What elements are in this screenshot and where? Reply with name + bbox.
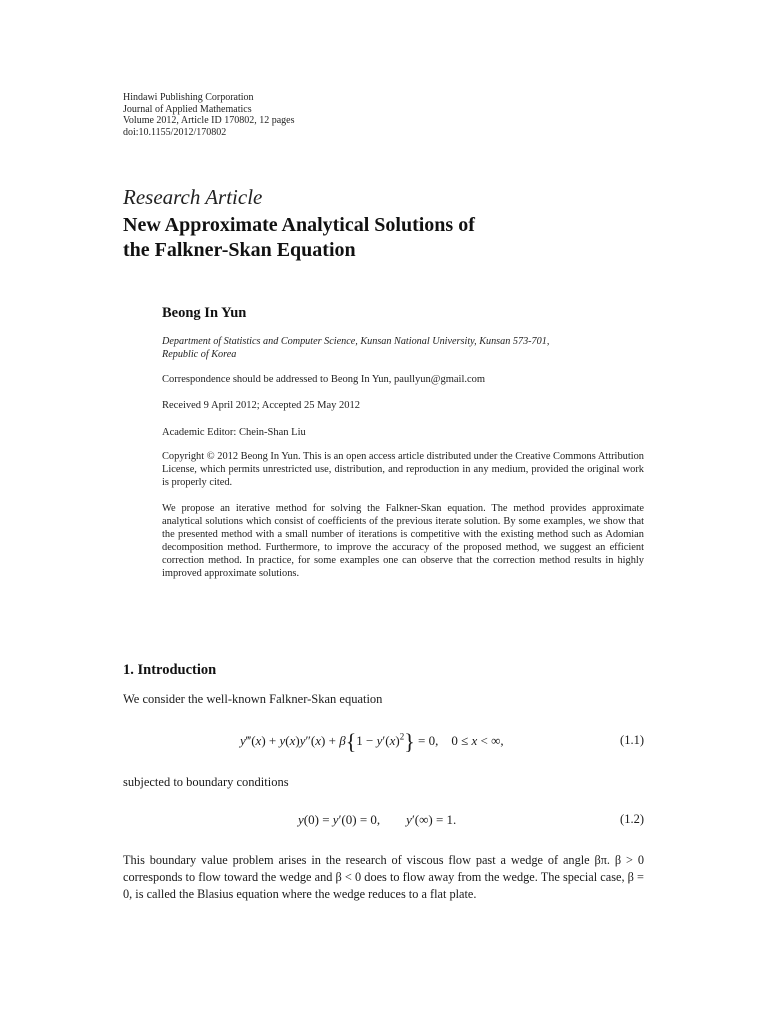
journal-name: Journal of Applied Mathematics <box>123 103 252 115</box>
volume-info: Volume 2012, Article ID 170802, 12 pages <box>123 115 295 126</box>
affiliation-line-1: Department of Statistics and Computer Science, Kunsan National University, Kunsan 573-701, <box>162 336 550 347</box>
title-line-1: New Approximate Analytical Solutions of <box>123 214 475 236</box>
received-dates: Received 9 April 2012; Accepted 25 May 2012 <box>162 400 360 411</box>
doi[interactable]: doi:10.1155/2012/170802 <box>123 126 227 138</box>
academic-editor: Academic Editor: Chein-Shan Liu <box>162 427 306 438</box>
author-name: Beong In Yun <box>162 305 247 321</box>
article-title <box>123 213 475 263</box>
equation-1-2: y(0) = y′(0) = 0, y′(∞) = 1. <box>298 812 457 827</box>
affiliation <box>162 335 549 361</box>
intro-lead: We consider the well-known Falkner-Skan equation <box>123 692 383 706</box>
equation-number: (1.1) <box>620 733 644 747</box>
equation-1-1: y‴(x) + $y(x)y''(x) + \beta\{1 - y'(x)^2\} = 0$, 0 ≤ x < ∞, <box>240 729 504 754</box>
copyright-notice: Copyright © 2012 Beong In Yun. This is an open access article distributed under the Creative Commons Attribution License, which permits unrestricted use, distribution, and reproduction in any medium, provided the original work is properly cited. <box>162 451 644 488</box>
journal-meta <box>123 92 294 138</box>
correspondence <box>162 374 485 385</box>
correspondence-text: Correspondence should be addressed to Beong In Yun, <box>162 374 395 385</box>
intro-closing: This boundary value problem arises in the research of viscous flow past a wedge of angle βπ. β > 0 corresponds to flow toward the wedge and β < 0 does to flow away from the wedge. The special case, β = 0, is called the Blasius equation where the wedge reduces to a flat plate. <box>123 853 644 901</box>
email-link[interactable]: paullyun@gmail.com <box>394 374 486 385</box>
publisher: Hindawi Publishing Corporation <box>123 92 254 103</box>
section-heading: 1. Introduction <box>123 662 217 678</box>
intro-mid: subjected to boundary conditions <box>123 775 289 789</box>
affiliation-line-2: Republic of Korea <box>162 349 237 360</box>
article-type: Research Article <box>123 185 263 209</box>
equation-number: (1.2) <box>620 812 644 826</box>
abstract: We propose an iterative method for solving the Falkner-Skan equation. The method provides approximate analytical solutions which consist of coefficients of the previous iterate solution. By some examples, we show that the presented method with a small number of iterations is competitive with the existing method such as Adomian decomposition method. Furthermore, to improve the accuracy of the proposed method, we suggest an efficient correction method. In practice, for some examples one can observe that the correction method results in highly improved approximate solutions. <box>162 503 644 579</box>
title-line-2: the Falkner-Skan Equation <box>123 239 356 261</box>
